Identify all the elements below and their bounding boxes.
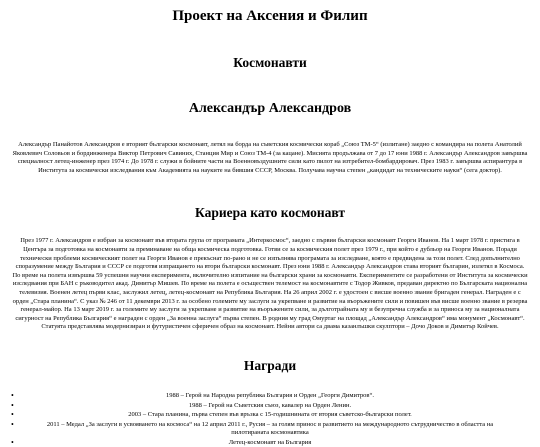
career-paragraph: През 1977 г. Александров е избран за космонавт във втората група от програмата „Интеркосмос“, заедно с първия български космонавт Георги Иванов. На 1 март 1978 г. пристига в Центъра за подготовка на космонавти за преминаване на обща космическа подготовка. Готви се за космическия полет през 1979 г., при който е дубльор на Георги Иванов. Поради технически проблеми космическият полет на Георги Иванов е прекъснат по-рано и не се изпълнява програмата за изследване, която е предвидена за този полет. След допълнително споразумение между България и СССР се подготвя изпращането на втори български космонавт. През юни 1988 г. Александър Александров става вторият българин, излетял в Космоса. По време на полета извършва 59 успешни научни експеримента, включително изпитание на български храни за космонавти. Експериментите се разработени от Института за космически изследвания при БАН с ръководител акад. Димитър Мишев. По време на полета е осъществен телемост на космонавтите с Тодор Живков, предаван директно по Българската национална телевизия. Военен летец първи клас, заслужил летец, летец-космонавт на Република България. На 26 април 2002 г. е удостоен с висше военно звание бригаден генерал. Награден е с орден „Стара планина“. С указ № 246 от 11 декември 2013 г. за особено големите му заслуги за укрепване и развитие на въоръжените сили и повишен във висше военно звание в резерва генерал-майор. На 13 март 2019 г. за големите му заслуги за укрепване и развитие на въоръжените сили, за дълготрайната му и безупречна служба и за приноса му за националната сигурност на Република България“ е награден с орден „За военна заслуга“ първа степен. В родния му град Омуртаг на площад „Александър Александров“ има монумент „Космонавт“. Статуята представлява модернизиран и футуристичен сферичен образ на космонавт. Нейни автори са двама казанлъшки скулптори – Дочо Доков и Димитър Койчев. [12,237,528,331]
award-item [11,419,500,438]
section-heading-cosmonauts: Космонавти [233,55,307,70]
award-item [11,390,500,401]
biography-paragraph: Александър Панайотов Александров е вторият български космонавт, летял на борда на съветския космически кораб „Союз ТМ-5“ (излитане) заедно с командира на полета Анатолий Яковлевич Соловьов и бординженера Виктор Петрович Савиних, Станция Мир и Союз ТМ-4 (за кацане). Мисията продължава от 7 до 17 юни 1988 г. Александър Александров завършва специалност летец-инженер през 1974 г. До 1978 г. служи в бойните части на Военновъздушните сили като пилот на изтребител-бомбардировач. През 1983 г. завършва аспирантура в Института за космически изследвания към Академията на науките на бившия СССР, Москва. Получава научна степен „кандидат на техническите науки“ (сега доктор). [12,141,528,174]
bullet-icon: • [11,410,14,420]
bullet-icon: • [11,400,14,410]
award-text: 1988 – Герой на Народна република България и Орден „Георги Димитров“. [166,391,374,399]
award-text: Летец-космонавт на България [228,438,312,446]
section-heading-career: Кариера като космонавт [194,205,346,221]
person-name-heading: Александър Александров [188,101,352,116]
section-heading-awards: Награди [243,357,297,373]
award-text: 1988 – Герой на Съветския съюз, кавалер на Орден Ленин. [188,401,352,409]
bullet-icon: • [11,419,14,429]
awards-list [0,392,540,447]
award-item [11,437,500,447]
award-text: 2003 – Стара планина, първа степен във връзка с 15-годишнината от втория съветско-български полет. [128,411,412,419]
bullet-icon: • [11,390,14,400]
award-item [11,400,500,411]
award-item [11,410,500,420]
award-text: 2011 – Медал „За заслуги в усвояването на космоса“ на 12 април 2011 г., Русия – за голям принос в развитието на международното сътрудничество в областта на пилотираната космонавтика [46,420,494,437]
page-title: Проект на Аксения и Филип [172,8,368,24]
bullet-icon: • [11,437,14,447]
